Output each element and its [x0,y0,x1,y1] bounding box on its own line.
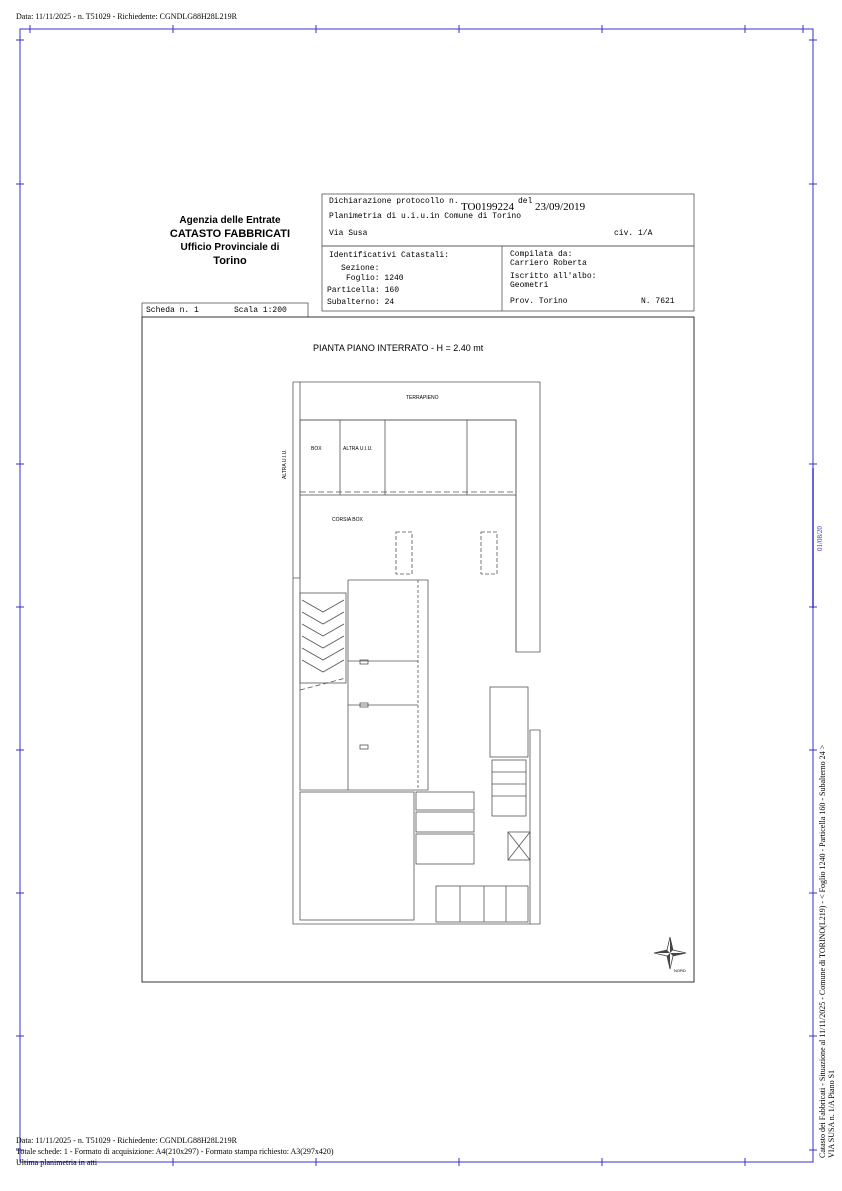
street-name: Via Susa [329,229,368,238]
protocol-number: TO0199224 [461,201,514,213]
compiled-label: Compilata da: [510,250,573,259]
footer-last-plan-line: Ultima planimetria in atti [16,1158,98,1167]
ufficio-city: Torino [213,255,247,267]
foglio-field: Foglio: 1240 [346,274,404,283]
altra-uiu-vertical-label: ALTRA U.I.U. [282,449,288,479]
agency-name: Agenzia delle Entrate [179,215,281,226]
compiled-name: Carriero Roberta [510,259,587,268]
identifiers-title: Identificativi Catastali: [329,251,450,260]
ufficio-label: Ufficio Provinciale di [180,242,280,253]
plan-title: PIANTA PIANO INTERRATO - H = 2.40 mt [313,343,484,353]
albo-value: Geometri [510,281,549,290]
side-note-line-2: VIA SUSA n. 1/A Piano S1 [827,1069,836,1158]
footer-request-line: Data: 11/11/2025 - n. T51029 - Richiedente: CGNDLG88H28L219R [16,1136,238,1145]
prov-field: Prov. Torino [510,297,568,306]
sezione-field: Sezione: [341,264,380,273]
registration-number: N. 7621 [641,297,675,306]
catasto-title: CATASTO FABBRICATI [169,228,291,240]
protocol-date: 23/09/2019 [535,201,586,213]
side-note-line-1: Catasto dei Fabbricati - Situazione al 11/11/2025 - Comune di TORINO(L219) - < Foglio 1240 - Particella 160 - Subalterno 24 > [818,744,827,1158]
corsia-box-label: CORSIA BOX [332,517,363,523]
civic-number: civ. 1/A [614,229,653,238]
stamp-date: 01/08/20 [816,526,824,551]
del-label: del [518,197,533,206]
planimetria-line: Planimetria di u.i.u.in Comune di Torino [329,212,522,221]
altra-uiu-label: ALTRA U.I.U. [343,446,373,452]
subalterno-field: Subalterno: 24 [327,298,395,307]
top-request-line: Data: 11/11/2025 - n. T51029 - Richiedente: CGNDLG88H28L219R [16,12,238,21]
declaration-prefix: Dichiarazione protocollo n. [329,197,459,206]
albo-label: Iscritto all'albo: [510,272,597,281]
scheda-number: Scheda n. 1 [146,306,199,315]
north-label: NORD [674,968,686,973]
particella-field: Particella: 160 [327,286,400,295]
scale-label: Scala 1:200 [234,306,287,315]
box-label: BOX [311,446,322,452]
footer-format-line: Totale schede: 1 - Formato di acquisizione: A4(210x297) - Formato stampa richiesto: A3(297x420) [16,1147,334,1156]
terrapieno-label: TERRAPIENO [406,395,439,401]
